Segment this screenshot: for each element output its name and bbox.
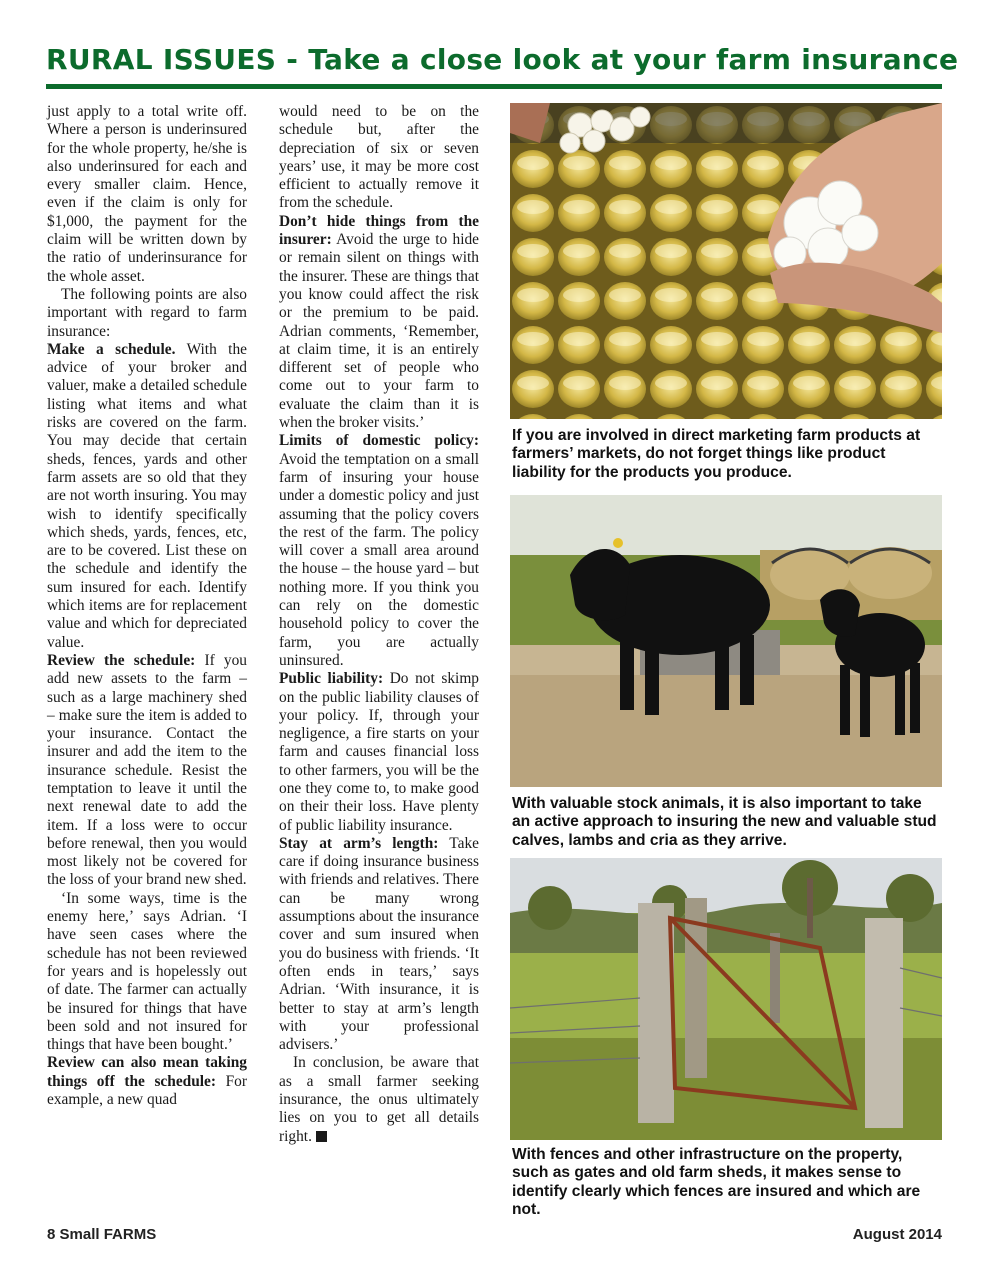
issue-date-footer: August 2014 [852,1226,942,1243]
caption-cattle: With valuable stock animals, it is also important to take an active approach to insuring the new and valuable stud calves, lambs and cria as they arrive. [512,795,937,849]
page-number-footer: 8 Small FARMS [47,1226,157,1243]
paragraph-body: If you add new assets to the farm – such as a large machinery shed – make sure the item is added to your insurance. Contact the insurer and add the item to the insurance schedule. Resist the temptation to leave it until the next renewal date to add the item. If a loss were to occur before renewal, then you would most likely not be covered for the loss of your brand new shed. [47,651,247,889]
headline-rule [46,84,942,89]
subhead: Review can also mean taking things off the schedule: [47,1054,247,1090]
paragraph [279,432,479,670]
article-column-1 [47,103,247,1109]
paragraph-body: With the advice of your broker and valuer, make a detailed schedule listing what items and what risks are covered on the farm. You may decide that certain sheds, fences, yards and other farm assets are so old that they are not worth insuring. You may wish to identify specifically which sheds, yards, fences, etc, are to be covered. List these on the schedule and identify the sum insured for each. Identify which items are for replacement value and which for depreciated value. [47,340,247,651]
paragraph [279,1054,479,1145]
subhead: Limits of domestic policy: [279,432,479,450]
photo-jars-and-cheese [510,103,942,419]
paragraph: would need to be on the schedule but, after the depreciation of six or seven years’ use, it may be more cost efficient to actually remove it from the schedule. [279,103,479,212]
paragraph-body: Do not skimp on the public liability clauses of your policy. If, through your negligence, a fire starts on your farm and causes financial loss to other farmers, you will be the one they come to, to make good on their their loss. Have plenty of public liability insurance. [279,670,479,834]
paragraph [47,341,247,652]
headline: RURAL ISSUES - Take a close look at your farm insurance [46,43,959,76]
paragraph: ‘In some ways, time is the enemy here,’ says Adrian. ‘I have seen cases where the schedule has not been reviewed for years and is hopelessly out of date. The farmer can actually be insured for things that have been sold and not insured for things that have been bought.’ [47,889,247,1054]
paragraph-body: Avoid the urge to hide or remain silent on things with the insurer. These are things that you know could affect the risk or the premium to be paid. Adrian comments, ‘Remember, at claim time, it is an entirely different set of people who come out to your farm to evaluate the claim than it is when the broker visits.’ [279,231,479,432]
subhead: Review the schedule: [47,651,196,669]
paragraph-body: Avoid the temptation on a small farm of insuring your house under a domestic policy and just assuming that the policy covers the rest of the farm. The policy will cover a small area around the house – the house yard – but nothing more. If you think you can rely on the domestic household policy to cover the farm, you are actually uninsured. [279,450,479,669]
paragraph [279,213,479,433]
caption-jars: If you are involved in direct marketing farm products at farmers’ markets, do not forget things like product liability for the products you produce. [512,427,921,481]
subhead: Public liability: [279,670,384,688]
paragraph: just apply to a total write off. Where a person is underinsured for the whole property, he/she is also underinsured for each and every smaller claim. Hence, even if the claim is only for $1,000, the payment for the claim will be written down by the ratio of underinsurance for the whole asset. [47,103,247,285]
end-of-article-mark [316,1131,327,1142]
article-column-2 [279,103,479,1146]
paragraph [279,835,479,1055]
subhead: Don’t hide things from the insurer: [279,212,479,249]
paragraph: The following points are also important with regard to farm insurance: [47,285,247,340]
paragraph [279,670,479,835]
photo-cattle [510,495,942,787]
paragraph-body: For example, a new quad [47,1072,247,1109]
subhead: Stay at arm’s length: [279,834,439,852]
caption-fence: With fences and other infrastructure on the property, such as gates and old farm sheds, it makes sense to identify clearly which fences are insured and which are not. [512,1146,921,1219]
photo-fence-gate [510,858,942,1140]
paragraph-body: In conclusion, be aware that as a small farmer seeking insurance, the onus ultimately lies on you to get all details right. [279,1054,479,1145]
paragraph [47,652,247,890]
paragraph [47,1054,247,1109]
paragraph-body: Take care if doing insurance business with friends and relatives. There can be many wrong assumptions about the insurance cover and sum insured when you do business with friends. ‘It often ends in tears,’ says Adrian. ‘With insurance, it is better to stay at arm’s length with your professional advisers.’ [279,834,479,1054]
subhead: Make a schedule. [47,340,176,358]
